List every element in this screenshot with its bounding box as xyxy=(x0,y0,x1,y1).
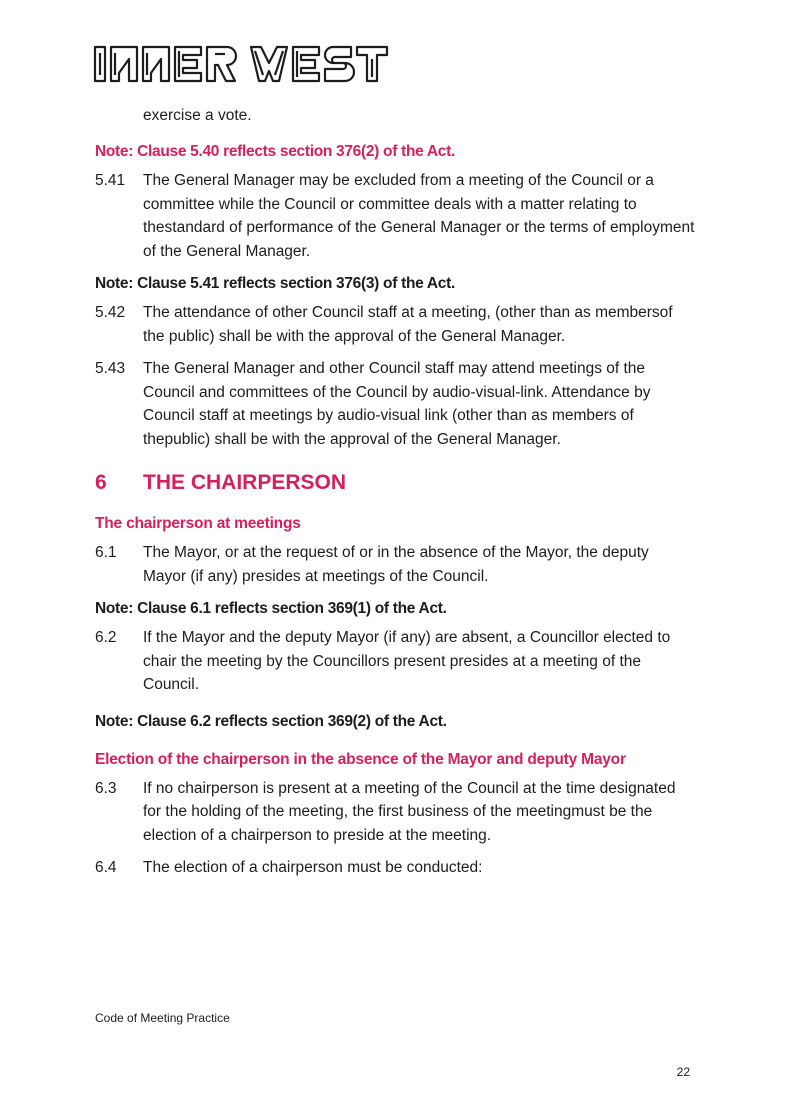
note-clause-6-2: Note: Clause 6.2 reflects section 369(2) of the Act. xyxy=(95,712,447,730)
clause-6-4 xyxy=(95,856,695,880)
section-number: 6 xyxy=(95,471,107,494)
clause-text: The General Manager may be excluded from a meeting of the Council or a committee while the Council or committee deals with a matter relating to thestandard of performance of the General Manager or the terms of employment of the General Manager. xyxy=(143,172,695,260)
continuation-text: exercise a vote. xyxy=(143,107,252,124)
clause-text: The attendance of other Council staff at a meeting, (other than as membersof the public) shall be with the approval of the General Manager. xyxy=(143,304,673,345)
subheading-election-of-chairperson: Election of the chairperson in the absence of the Mayor and deputy Mayor xyxy=(95,750,626,768)
footer-doc-title: Code of Meeting Practice xyxy=(95,1011,230,1025)
clause-text: The election of a chairperson must be conducted: xyxy=(143,859,483,876)
clause-number: 6.2 xyxy=(95,629,117,646)
clause-text: If the Mayor and the deputy Mayor (if any) are absent, a Councillor elected to chair the meeting by the Councillors present presides at a meeting of the Council. xyxy=(143,629,671,693)
clause-number: 6.1 xyxy=(95,544,117,561)
clause-number: 5.42 xyxy=(95,304,126,321)
subheading-chairperson-at-meetings: The chairperson at meetings xyxy=(95,515,301,532)
clause-text: The Mayor, or at the request of or in the absence of the Mayor, the deputy Mayor (if any) presides at meetings of the Council. xyxy=(143,544,649,585)
clause-number: 5.43 xyxy=(95,360,126,377)
section-title: THE CHAIRPERSON xyxy=(143,471,347,494)
inner-west-logo xyxy=(93,45,393,83)
clause-text: The General Manager and other Council staff may attend meetings of the Council and committees of the Council by audio-visual-link. Attendance by Council staff at meetings by audio-visual link (other than as members of thepublic) shall be with the approval of the General Manager. xyxy=(143,360,651,448)
section-heading-6 xyxy=(95,469,695,497)
clause-6-2 xyxy=(95,626,695,697)
clause-6-3 xyxy=(95,777,695,848)
clause-6-1 xyxy=(95,541,695,588)
clause-number: 5.41 xyxy=(95,172,126,189)
page-number: 22 xyxy=(676,1065,690,1079)
clause-5-43 xyxy=(95,357,695,451)
note-clause-5-40: Note: Clause 5.40 reflects section 376(2) of the Act. xyxy=(95,143,455,160)
clause-5-42 xyxy=(95,301,695,348)
clause-number: 6.3 xyxy=(95,779,117,797)
note-clause-6-1: Note: Clause 6.1 reflects section 369(1) of the Act. xyxy=(95,600,447,617)
note-clause-5-41: Note: Clause 5.41 reflects section 376(3) of the Act. xyxy=(95,275,455,292)
clause-text: If no chairperson is present at a meeting of the Council at the time designated for the holding of the meeting, the first business of the meetingmust be the election of a chairperson to preside at the meeting. xyxy=(143,779,676,844)
clause-number: 6.4 xyxy=(95,859,117,876)
clause-5-41 xyxy=(95,169,695,263)
page-content xyxy=(95,104,695,889)
